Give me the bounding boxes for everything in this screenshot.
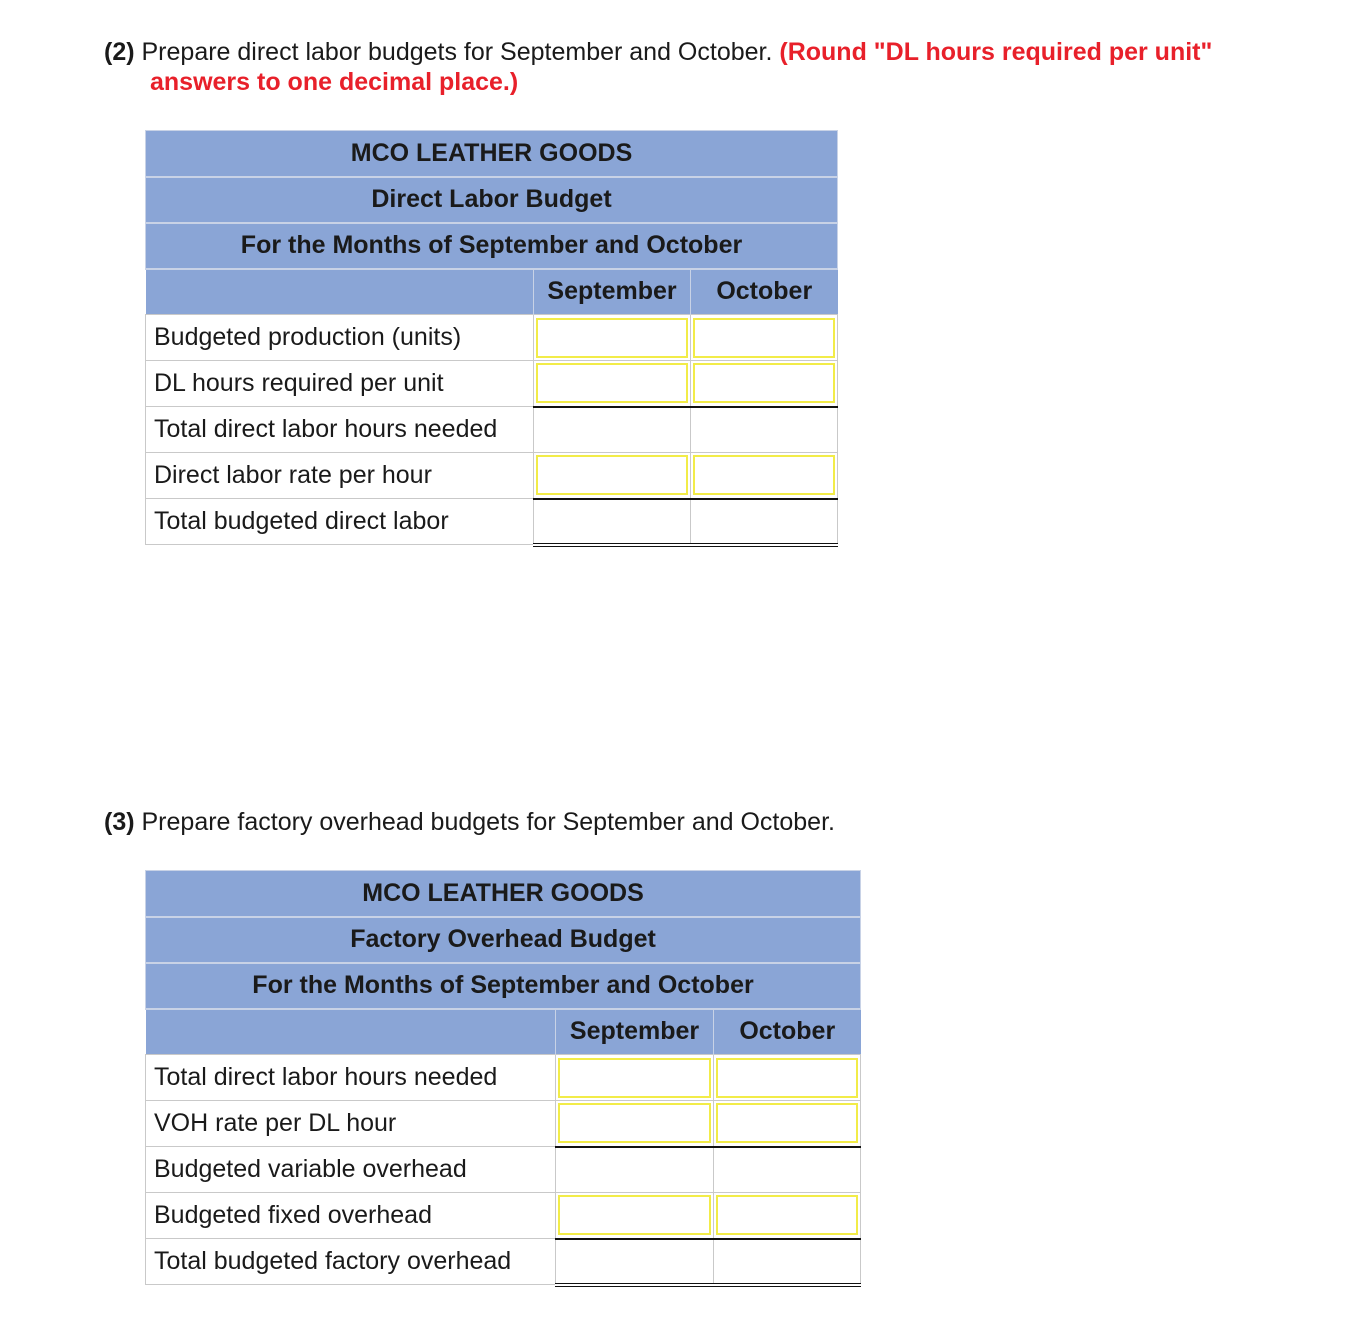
budgeted-production-september-input[interactable] (536, 318, 688, 358)
table1-col-october: October (691, 269, 838, 315)
table-row (146, 499, 838, 545)
total-factory-overhead-october-cell (714, 1239, 861, 1285)
table-row (146, 1147, 861, 1193)
part2-text: Prepare direct labor budgets for September and October. (134, 38, 780, 66)
table1-company: MCO LEATHER GOODS (146, 131, 838, 177)
voh-rate-october-input[interactable] (716, 1103, 858, 1143)
row-label: Budgeted fixed overhead (146, 1193, 556, 1239)
row-label: DL hours required per unit (146, 361, 534, 407)
table2-company: MCO LEATHER GOODS (146, 871, 861, 917)
table1-period: For the Months of September and October (146, 223, 838, 269)
oh-total-dl-hours-september-input[interactable] (558, 1058, 711, 1098)
budgeted-production-october-input[interactable] (693, 318, 835, 358)
fixed-overhead-september-input[interactable] (558, 1195, 711, 1235)
table-row (146, 1101, 861, 1147)
total-dl-hours-october-cell (691, 407, 838, 453)
row-label: Total direct labor hours needed (146, 407, 534, 453)
row-label: Total budgeted direct labor (146, 499, 534, 545)
dl-hours-per-unit-october-input[interactable] (693, 363, 835, 403)
table1-col-september: September (534, 269, 691, 315)
table2-col-september: September (556, 1009, 714, 1055)
row-label: VOH rate per DL hour (146, 1101, 556, 1147)
part2-number: (2) (104, 38, 135, 66)
row-label: Direct labor rate per hour (146, 453, 534, 499)
table-row (146, 453, 838, 499)
dl-rate-october-input[interactable] (693, 455, 835, 495)
table2-period: For the Months of September and October (146, 963, 861, 1009)
factory-overhead-budget-table (145, 870, 861, 1287)
dl-hours-per-unit-september-input[interactable] (536, 363, 688, 403)
total-dl-hours-september-cell (534, 407, 691, 453)
part2-rounding-note: (Round "DL hours required per unit" (779, 38, 1213, 66)
row-label: Budgeted production (units) (146, 315, 534, 361)
table-row (146, 1193, 861, 1239)
part3-prompt (104, 807, 835, 837)
row-label: Budgeted variable overhead (146, 1147, 556, 1193)
oh-total-dl-hours-october-input[interactable] (716, 1058, 858, 1098)
part3-text: Prepare factory overhead budgets for September and October. (134, 808, 835, 836)
table-row (146, 315, 838, 361)
table-row (146, 407, 838, 453)
fixed-overhead-october-input[interactable] (716, 1195, 858, 1235)
table2-blank-header (146, 1009, 556, 1055)
direct-labor-budget-table (145, 130, 838, 547)
table2-title: Factory Overhead Budget (146, 917, 861, 963)
table-row (146, 1055, 861, 1101)
part2-rounding-note-cont: answers to one decimal place.) (150, 68, 519, 96)
dl-rate-september-input[interactable] (536, 455, 688, 495)
total-factory-overhead-september-cell (556, 1239, 714, 1285)
part2-prompt (104, 37, 1304, 97)
table-row (146, 1239, 861, 1285)
table1-blank-header (146, 269, 534, 315)
table-row (146, 361, 838, 407)
total-direct-labor-september-cell (534, 499, 691, 545)
part3-number: (3) (104, 808, 135, 836)
row-label: Total direct labor hours needed (146, 1055, 556, 1101)
voh-rate-september-input[interactable] (558, 1103, 711, 1143)
variable-overhead-september-cell (556, 1147, 714, 1193)
row-label: Total budgeted factory overhead (146, 1239, 556, 1285)
total-direct-labor-october-cell (691, 499, 838, 545)
table2-col-october: October (714, 1009, 861, 1055)
table1-title: Direct Labor Budget (146, 177, 838, 223)
variable-overhead-october-cell (714, 1147, 861, 1193)
